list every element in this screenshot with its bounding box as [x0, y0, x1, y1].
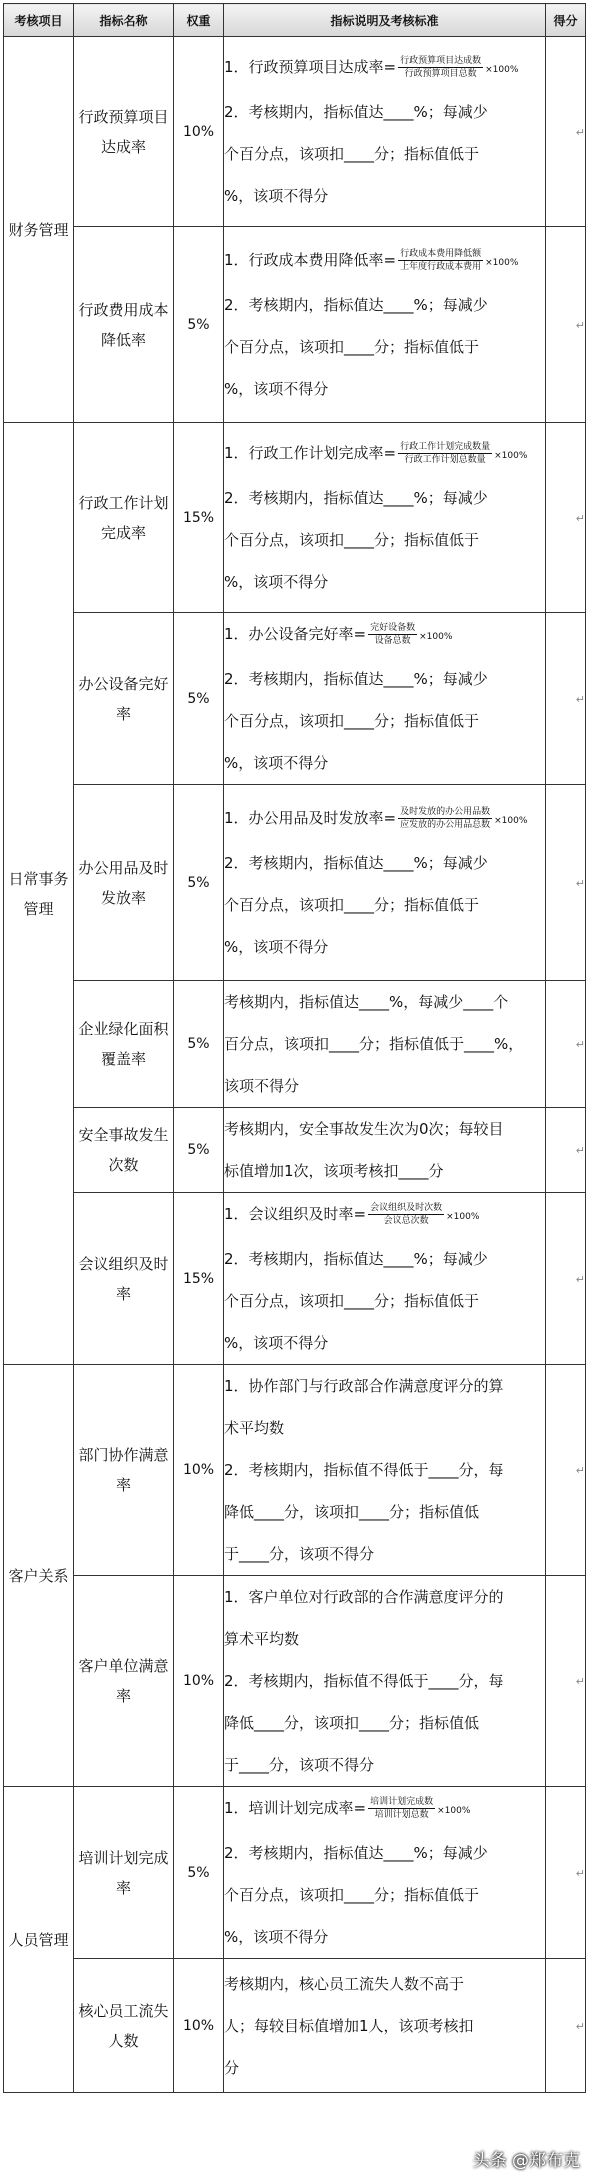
formula-multiplier: ×100%	[494, 816, 528, 826]
formula-numerator: 行政成本费用降低额	[400, 249, 482, 259]
criteria-cell	[224, 785, 546, 981]
indicator-name-cell: 培训计划完成率	[74, 1787, 174, 1959]
score-cell[interactable]	[546, 1959, 586, 2093]
watermark: 头条 @郑布克	[472, 2151, 580, 2171]
formula-multiplier: ×100%	[437, 1806, 471, 1816]
score-cell[interactable]	[546, 1108, 586, 1193]
indicator-name-cell: 行政预算项目达成率	[74, 37, 174, 227]
indicator-name-cell: 行政费用成本降低率	[74, 227, 174, 423]
weight-cell: 15%	[174, 1193, 224, 1365]
criteria-cell	[224, 227, 546, 423]
table-row	[4, 1193, 586, 1365]
formula-multiplier: ×100%	[494, 451, 528, 461]
criteria-line: 标值增加1次，该项考核扣____分	[224, 1162, 444, 1180]
paragraph-mark-icon: ↵	[575, 1144, 585, 1157]
weight-cell: 5%	[174, 613, 224, 785]
paragraph-mark-icon: ↵	[575, 1675, 585, 1688]
criteria-line: 个百分点，该项扣____分；指标值低于	[224, 338, 480, 356]
table-header-row	[4, 4, 586, 37]
score-cell[interactable]	[546, 423, 586, 613]
criteria-line: 该项不得分	[224, 1077, 300, 1095]
criteria-line: 2．考核期内，指标值达____%；每减少	[224, 296, 488, 314]
formula-multiplier: ×100%	[446, 1212, 480, 1222]
indicator-name-cell: 企业绿化面积覆盖率	[74, 981, 174, 1108]
table-row	[4, 981, 586, 1108]
formula-numerator: 行政预算项目达成数	[400, 56, 482, 66]
formula-numerator: 会议组织及时次数	[370, 1203, 443, 1213]
criteria-cell	[224, 1365, 546, 1576]
criteria-cell	[224, 1959, 546, 2093]
weight-cell: 10%	[174, 1959, 224, 2093]
formula-line	[224, 1787, 545, 1832]
formula-denominator: 行政预算项目总数	[404, 69, 477, 79]
formula-fraction	[368, 1202, 444, 1227]
header-criteria: 指标说明及考核标准	[224, 4, 546, 37]
indicator-name-cell: 安全事故发生次数	[74, 1108, 174, 1193]
category-cell: 客户关系	[4, 1365, 74, 1787]
criteria-line: 个百分点，该项扣____分；指标值低于	[224, 531, 480, 549]
header-category: 考核项目	[4, 4, 74, 37]
formula-numerator: 培训计划完成数	[370, 1797, 434, 1807]
criteria-line: 算术平均数	[224, 1630, 300, 1648]
score-cell[interactable]	[546, 1576, 586, 1787]
formula-line	[224, 46, 545, 91]
criteria-line: 于____分，该项不得分	[224, 1545, 375, 1563]
formula-line	[224, 613, 545, 658]
formula-line	[224, 1193, 545, 1238]
criteria-line: 2．考核期内，指标值不得低于____分，每	[224, 1461, 504, 1479]
paragraph-mark-icon: ↵	[575, 318, 585, 332]
table-row	[4, 1108, 586, 1193]
criteria-line: %，该项不得分	[224, 754, 329, 772]
criteria-line: 1．协作部门与行政部合作满意度评分的算	[224, 1377, 504, 1395]
formula-multiplier: ×100%	[419, 632, 453, 642]
table-row	[4, 1365, 586, 1576]
paragraph-mark-icon: ↵	[575, 692, 585, 706]
table-row	[4, 1787, 586, 1959]
formula-fraction	[368, 622, 417, 647]
weight-cell: 5%	[174, 981, 224, 1108]
criteria-cell	[224, 37, 546, 227]
indicator-name-cell: 办公用品及时发放率	[74, 785, 174, 981]
table-row	[4, 1576, 586, 1787]
score-cell[interactable]	[546, 785, 586, 981]
formula-denominator: 设备总数	[374, 636, 411, 646]
score-cell[interactable]	[546, 1193, 586, 1365]
indicator-name-cell: 部门协作满意率	[74, 1365, 174, 1576]
criteria-cell	[224, 1576, 546, 1787]
criteria-cell	[224, 1787, 546, 1959]
formula-label: 1．会议组织及时率=	[224, 1205, 367, 1223]
indicator-name-cell: 办公设备完好率	[74, 613, 174, 785]
weight-cell: 5%	[174, 785, 224, 981]
criteria-line: 2．考核期内，指标值不得低于____分，每	[224, 1672, 504, 1690]
weight-cell: 10%	[174, 1576, 224, 1787]
formula-numerator: 完好设备数	[370, 623, 416, 633]
formula-denominator: 培训计划总数	[374, 1810, 429, 1820]
criteria-line: %，该项不得分	[224, 938, 329, 956]
criteria-line: 2．考核期内，指标值达____%；每减少	[224, 1250, 488, 1268]
table-row	[4, 1959, 586, 2093]
weight-cell: 5%	[174, 1108, 224, 1193]
score-cell[interactable]	[546, 227, 586, 423]
criteria-line: 考核期内，核心员工流失人数不高于	[224, 1974, 465, 1993]
weight-cell: 5%	[174, 1787, 224, 1959]
criteria-line: 分	[224, 2058, 240, 2077]
formula-denominator: 会议总次数	[383, 1216, 429, 1226]
table-row	[4, 785, 586, 981]
table-body	[4, 37, 586, 2093]
criteria-line: 2．考核期内，指标值达____%；每减少	[224, 489, 488, 507]
paragraph-mark-icon: ↵	[575, 1464, 585, 1477]
criteria-line: %，该项不得分	[224, 1334, 329, 1352]
formula-line	[224, 239, 545, 284]
formula-label: 1．办公用品及时发放率=	[224, 809, 397, 827]
score-cell[interactable]	[546, 37, 586, 227]
category-cell: 日常事务管理	[4, 423, 74, 1365]
header-score: 得分	[546, 4, 586, 37]
criteria-line: 1．客户单位对行政部的合作满意度评分的	[224, 1588, 504, 1606]
criteria-line: 个百分点，该项扣____分；指标值低于	[224, 896, 480, 914]
formula-label: 1．行政成本费用降低率=	[224, 251, 397, 269]
criteria-line: 个百分点，该项扣____分；指标值低于	[224, 145, 480, 163]
formula-label: 1．办公设备完好率=	[224, 625, 367, 643]
score-cell[interactable]	[546, 613, 586, 785]
weight-cell: 15%	[174, 423, 224, 613]
criteria-line: 人；每较目标值增加1人，该项考核扣	[224, 2016, 474, 2035]
formula-label: 1．行政预算项目达成率=	[224, 58, 397, 76]
indicator-name-cell: 行政工作计划完成率	[74, 423, 174, 613]
indicator-name-cell: 会议组织及时率	[74, 1193, 174, 1365]
criteria-line: 个百分点，该项扣____分；指标值低于	[224, 712, 480, 730]
header-weight: 权重	[174, 4, 224, 37]
category-cell: 人员管理	[4, 1787, 74, 2093]
criteria-line: 于____分，该项不得分	[224, 1756, 375, 1774]
formula-line	[224, 797, 545, 842]
criteria-line: 2．考核期内，指标值达____%；每减少	[224, 1844, 488, 1862]
paragraph-mark-icon: ↵	[575, 876, 585, 890]
weight-cell: 10%	[174, 1365, 224, 1576]
criteria-line: 降低____分，该项扣____分；指标值低	[224, 1714, 480, 1732]
formula-fraction	[398, 806, 492, 831]
criteria-cell	[224, 423, 546, 613]
table-row	[4, 37, 586, 227]
criteria-line: %，该项不得分	[224, 573, 329, 591]
formula-fraction	[368, 1796, 435, 1821]
criteria-line: %，该项不得分	[224, 187, 329, 205]
criteria-cell	[224, 1108, 546, 1193]
score-cell[interactable]	[546, 981, 586, 1108]
criteria-cell	[224, 1193, 546, 1365]
formula-denominator: 行政工作计划总数量	[404, 455, 486, 465]
formula-label: 1．行政工作计划完成率=	[224, 444, 397, 462]
criteria-line: %，该项不得分	[224, 380, 329, 398]
paragraph-mark-icon: ↵	[575, 1866, 585, 1880]
formula-fraction	[398, 55, 483, 80]
indicator-name-cell: 核心员工流失人数	[74, 1959, 174, 2093]
formula-label: 1．培训计划完成率=	[224, 1799, 367, 1817]
criteria-line: 2．考核期内，指标值达____%；每减少	[224, 670, 488, 688]
table-row	[4, 227, 586, 423]
score-cell[interactable]	[546, 1365, 586, 1576]
criteria-line: 百分点，该项扣____分；指标值低于____%，	[224, 1035, 524, 1053]
criteria-line: 考核期内，安全事故发生次为0次；每较目	[224, 1120, 504, 1138]
criteria-line: 个百分点，该项扣____分；指标值低于	[224, 1886, 480, 1904]
paragraph-mark-icon: ↵	[575, 2019, 585, 2033]
criteria-line: 个百分点，该项扣____分；指标值低于	[224, 1292, 480, 1310]
header-indicator-name: 指标名称	[74, 4, 174, 37]
criteria-line: 2．考核期内，指标值达____%；每减少	[224, 854, 488, 872]
weight-cell: 5%	[174, 227, 224, 423]
criteria-line: %，该项不得分	[224, 1928, 329, 1946]
paragraph-mark-icon: ↵	[575, 1272, 585, 1286]
table-row	[4, 423, 586, 613]
kpi-table	[3, 3, 586, 2093]
criteria-line: 降低____分，该项扣____分；指标值低	[224, 1503, 480, 1521]
formula-denominator: 上年度行政成本费用	[400, 262, 482, 272]
formula-fraction	[398, 248, 483, 273]
score-cell[interactable]	[546, 1787, 586, 1959]
formula-fraction	[398, 441, 492, 466]
criteria-cell	[224, 613, 546, 785]
table-row	[4, 613, 586, 785]
indicator-name-cell: 客户单位满意率	[74, 1576, 174, 1787]
criteria-cell	[224, 981, 546, 1108]
formula-multiplier: ×100%	[485, 258, 519, 268]
criteria-line: 术平均数	[224, 1419, 285, 1437]
formula-multiplier: ×100%	[485, 65, 519, 75]
weight-cell: 10%	[174, 37, 224, 227]
criteria-line: 考核期内，指标值达____%，每减少____个	[224, 993, 509, 1011]
formula-denominator: 应发放的办公用品总数	[400, 820, 491, 830]
formula-numerator: 及时发放的办公用品数	[400, 807, 491, 817]
paragraph-mark-icon: ↵	[575, 125, 585, 139]
paragraph-mark-icon: ↵	[575, 511, 585, 525]
paragraph-mark-icon: ↵	[575, 1038, 585, 1051]
formula-line	[224, 432, 545, 477]
criteria-line: 2．考核期内，指标值达____%；每减少	[224, 103, 488, 121]
category-cell: 财务管理	[4, 37, 74, 423]
formula-numerator: 行政工作计划完成数量	[400, 442, 491, 452]
